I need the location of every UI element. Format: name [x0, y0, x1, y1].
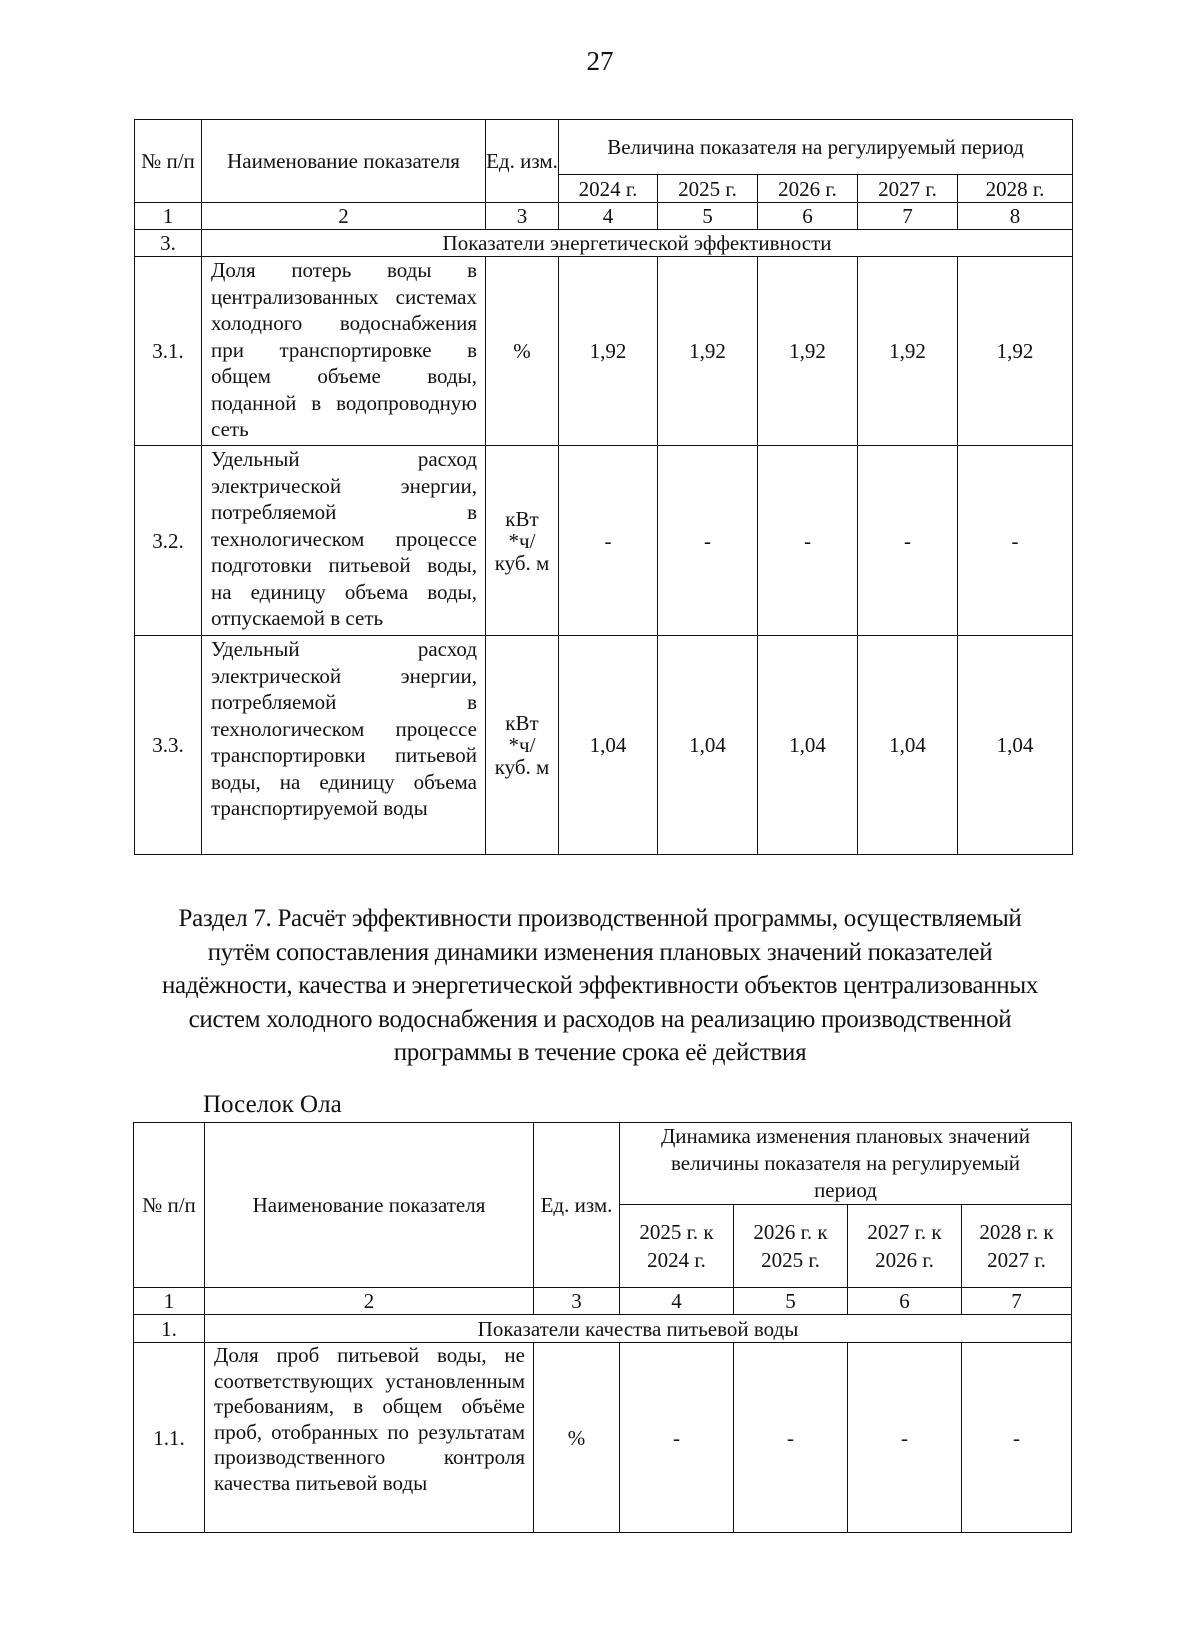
row-name: Удельный расход электрической энергии, потребляемой в технологическом процессе транспортировки питьевой воды, на единицу объема транспортируемой воды: [202, 636, 486, 855]
header-year: 2028 г.: [958, 175, 1073, 203]
column-number: 5: [658, 203, 758, 230]
page-number: 27: [586, 46, 614, 76]
column-number: 5: [734, 1288, 848, 1315]
energy-efficiency-table: [134, 119, 1073, 855]
header-period: 2026 г. к 2025 г.: [734, 1205, 848, 1288]
row-unit: %: [486, 257, 559, 446]
row-num: 3.1.: [135, 257, 202, 446]
table-row: [135, 446, 1073, 636]
column-number: 6: [758, 203, 858, 230]
row-name: Доля потерь воды в централизованных системах холодного водоснабжения при транспортировке в общем объеме воды, поданной в водопроводную сеть: [202, 257, 486, 446]
column-number: 1: [134, 1288, 205, 1315]
column-number-row: [135, 203, 1073, 230]
section-row: [134, 1315, 1072, 1343]
row-value: -: [734, 1343, 848, 1533]
section-title: Показатели качества питьевой воды: [205, 1315, 1072, 1343]
column-number: 2: [205, 1288, 534, 1315]
column-number: 1: [135, 203, 202, 230]
row-value: 1,92: [658, 257, 758, 446]
row-value: 1,92: [559, 257, 658, 446]
section-num: 1.: [134, 1315, 205, 1343]
row-value: -: [962, 1343, 1072, 1533]
header-num: № п/п: [134, 1123, 205, 1288]
column-number: 8: [958, 203, 1073, 230]
row-unit: %: [534, 1343, 620, 1533]
header-dynamics-group: Динамика изменения плановых значений величины показателя на регулируемый период: [620, 1123, 1072, 1205]
row-value: 1,04: [658, 636, 758, 855]
section-title: Показатели энергетической эффективности: [202, 230, 1073, 257]
header-name: Наименование показателя: [202, 120, 486, 203]
row-value: -: [620, 1343, 734, 1533]
column-number: 7: [858, 203, 958, 230]
row-value: -: [758, 446, 858, 636]
row-name: Удельный расход электрической энергии, потребляемой в технологическом процессе подготовки питьевой воды, на единицу объема воды, отпускаемой в сеть: [202, 446, 486, 636]
row-num: 3.3.: [135, 636, 202, 855]
table-row: [134, 1343, 1072, 1533]
section-num: 3.: [135, 230, 202, 257]
row-value: 1,04: [958, 636, 1073, 855]
column-number: 6: [848, 1288, 962, 1315]
header-year: 2027 г.: [858, 175, 958, 203]
header-period: 2028 г. к 2027 г.: [962, 1205, 1072, 1288]
header-period: 2027 г. к 2026 г.: [848, 1205, 962, 1288]
row-name: Доля проб питьевой воды, не соответствующих установленным требованиям, в общем объёме проб, отобранных по результатам производственного контроля качества питьевой воды: [205, 1343, 534, 1533]
header-year: 2024 г.: [559, 175, 658, 203]
dynamics-table: [133, 1122, 1072, 1533]
row-value: 1,04: [758, 636, 858, 855]
column-number: 4: [620, 1288, 734, 1315]
header-year: 2025 г.: [658, 175, 758, 203]
column-number: 3: [534, 1288, 620, 1315]
row-num: 3.2.: [135, 446, 202, 636]
column-number: 3: [486, 203, 559, 230]
row-value: -: [559, 446, 658, 636]
section-row: [135, 230, 1073, 257]
row-value: 1,92: [858, 257, 958, 446]
row-value: 1,04: [559, 636, 658, 855]
row-unit: кВт *ч/ куб. м: [486, 636, 559, 855]
section-7-title: Раздел 7. Расчёт эффективности производственной программы, осуществляемый путём сопоставления динамики изменения плановых значений показателей надёжности, качества и энергетической эффективности объектов централизованных систем холодного водоснабжения и расходов на реализацию производственной программы в течение срока её действия: [161, 905, 1039, 1066]
row-value: 1,92: [958, 257, 1073, 446]
row-value: -: [858, 446, 958, 636]
header-name: Наименование показателя: [205, 1123, 534, 1288]
header-unit: Ед. изм.: [534, 1123, 620, 1288]
header-unit: Ед. изм.: [486, 120, 559, 203]
row-value: -: [658, 446, 758, 636]
header-period: 2025 г. к 2024 г.: [620, 1205, 734, 1288]
column-number-row: [134, 1288, 1072, 1315]
row-value: -: [958, 446, 1073, 636]
row-value: -: [848, 1343, 962, 1533]
header-year: 2026 г.: [758, 175, 858, 203]
column-number: 4: [559, 203, 658, 230]
table-row: [135, 636, 1073, 855]
locality-label: Поселок Ола: [203, 1091, 342, 1118]
header-num: № п/п: [135, 120, 202, 203]
row-num: 1.1.: [134, 1343, 205, 1533]
header-value-group: Величина показателя на регулируемый период: [559, 120, 1073, 175]
column-number: 7: [962, 1288, 1072, 1315]
table-row: [135, 257, 1073, 446]
row-value: 1,92: [758, 257, 858, 446]
row-unit: кВт *ч/ куб. м: [486, 446, 559, 636]
row-value: 1,04: [858, 636, 958, 855]
column-number: 2: [202, 203, 486, 230]
